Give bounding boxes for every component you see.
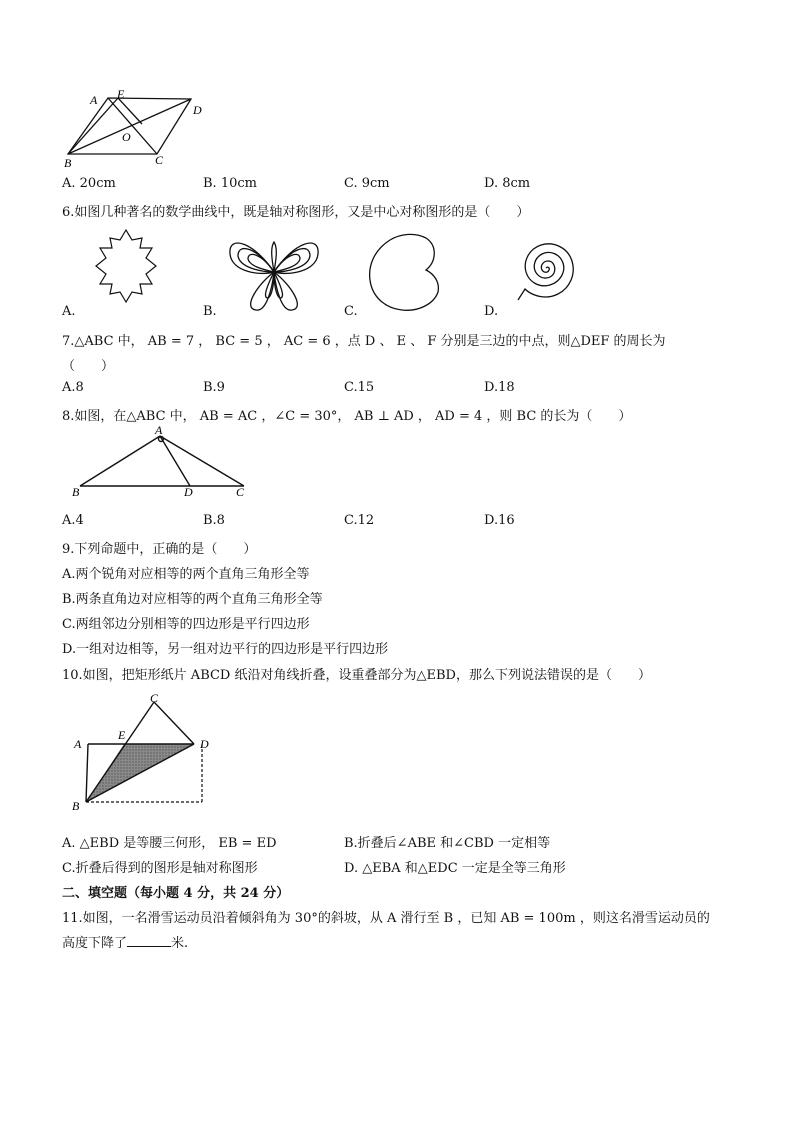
q10-stem: 10.如图，把矩形纸片 ABCD 纸沿对角线折叠，设重叠部分为△EBD，那么下列说法错误的是（ ） xyxy=(62,668,651,683)
q8-option-b[interactable]: B.8 xyxy=(203,513,225,528)
q5-label-C: C xyxy=(155,153,164,167)
q5-label-O: O xyxy=(122,130,131,144)
q5-label-E: E xyxy=(117,88,125,101)
butterfly-curve-icon xyxy=(224,232,324,316)
q10-option-c[interactable]: C.折叠后得到的图形是轴对称图形 xyxy=(62,861,258,876)
q8-label-B: B xyxy=(72,485,80,499)
q7-option-c[interactable]: C.15 xyxy=(344,380,375,395)
q6-option-a[interactable]: A. xyxy=(62,304,76,319)
q9-option-a[interactable]: A.两个锐角对应相等的两个直角三角形全等 xyxy=(62,567,310,582)
q6-option-d[interactable]: D. xyxy=(484,304,499,319)
q10-label-D: D xyxy=(200,737,209,751)
q8-label-A: A xyxy=(155,424,163,437)
q6-option-c[interactable]: C. xyxy=(344,304,358,319)
q11-stem-continuation xyxy=(62,932,188,951)
snowflake-curve-icon xyxy=(86,226,166,306)
q5-label-A: A xyxy=(90,93,98,107)
q9-option-b[interactable]: B.两条直角边对应相等的两个直角三角形全等 xyxy=(62,592,323,607)
q5-option-a[interactable]: A. 20cm xyxy=(62,176,116,191)
q7-stem-continuation: （ ） xyxy=(62,359,115,374)
q8-triangle-figure xyxy=(66,424,256,500)
q5-option-b[interactable]: B. 10cm xyxy=(203,176,257,191)
spiral-curve-icon xyxy=(508,230,588,310)
q5-option-c[interactable]: C. 9cm xyxy=(344,176,390,191)
q11-stem: 11.如图，一名滑雪运动员沿着倾斜角为 30°的斜坡，从 A 滑行至 B ，已知 AB = 100m ，则这名滑雪运动员的 xyxy=(62,911,710,926)
q7-stem: 7.△ABC 中， AB = 7 ， BC = 5 ， AC = 6 ，点 D 、 E 、 F 分别是三边的中点，则△DEF 的周长为 xyxy=(62,334,666,349)
q11-text-before-blank: 高度下降了 xyxy=(62,936,128,951)
q5-label-D: D xyxy=(193,103,202,117)
q8-label-D: D xyxy=(184,485,193,499)
q5-option-d[interactable]: D. 8cm xyxy=(484,176,531,191)
q7-option-a[interactable]: A.8 xyxy=(62,380,84,395)
section-2-heading: 二、填空题（每小题 4 分，共 24 分） xyxy=(62,886,290,901)
q10-label-C: C xyxy=(150,692,159,705)
q10-fold-figure xyxy=(66,692,226,812)
cardioid-curve-icon xyxy=(364,230,444,314)
q9-option-d[interactable]: D.一组对边相等，另一组对边平行的四边形是平行四边形 xyxy=(62,642,389,657)
q9-stem: 9.下列命题中，正确的是（ ） xyxy=(62,542,257,557)
q6-option-b[interactable]: B. xyxy=(203,304,217,319)
q10-label-A: A xyxy=(74,737,82,751)
q10-label-E: E xyxy=(118,728,126,742)
q8-stem: 8.如图，在△ABC 中， AB = AC ，∠C = 30°， AB ⊥ AD ， AD = 4 ，则 BC 的长为（ ） xyxy=(62,409,632,424)
q9-option-c[interactable]: C.两组邻边分别相等的四边形是平行四边形 xyxy=(62,617,310,632)
q5-label-B: B xyxy=(64,156,72,170)
q8-option-d[interactable]: D.16 xyxy=(484,513,515,528)
q7-option-d[interactable]: D.18 xyxy=(484,380,515,395)
q10-option-b[interactable]: B.折叠后∠ABE 和∠CBD 一定相等 xyxy=(344,836,551,851)
q8-label-C: C xyxy=(236,485,245,499)
q6-stem: 6.如图几种著名的数学曲线中，既是轴对称图形，又是中心对称图形的是（ ） xyxy=(62,205,530,220)
q10-option-d[interactable]: D. △EBA 和△EDC 一定是全等三角形 xyxy=(344,861,566,876)
q5-parallelogram-figure xyxy=(60,88,210,170)
q11-answer-blank[interactable] xyxy=(127,935,171,947)
q10-label-B: B xyxy=(72,799,80,812)
q11-text-after-blank: 米. xyxy=(171,936,189,951)
q10-option-a[interactable]: A. △EBD 是等腰三何形， EB = ED xyxy=(62,836,277,851)
q7-option-b[interactable]: B.9 xyxy=(203,380,225,395)
q8-option-c[interactable]: C.12 xyxy=(344,513,375,528)
q8-option-a[interactable]: A.4 xyxy=(62,513,84,528)
